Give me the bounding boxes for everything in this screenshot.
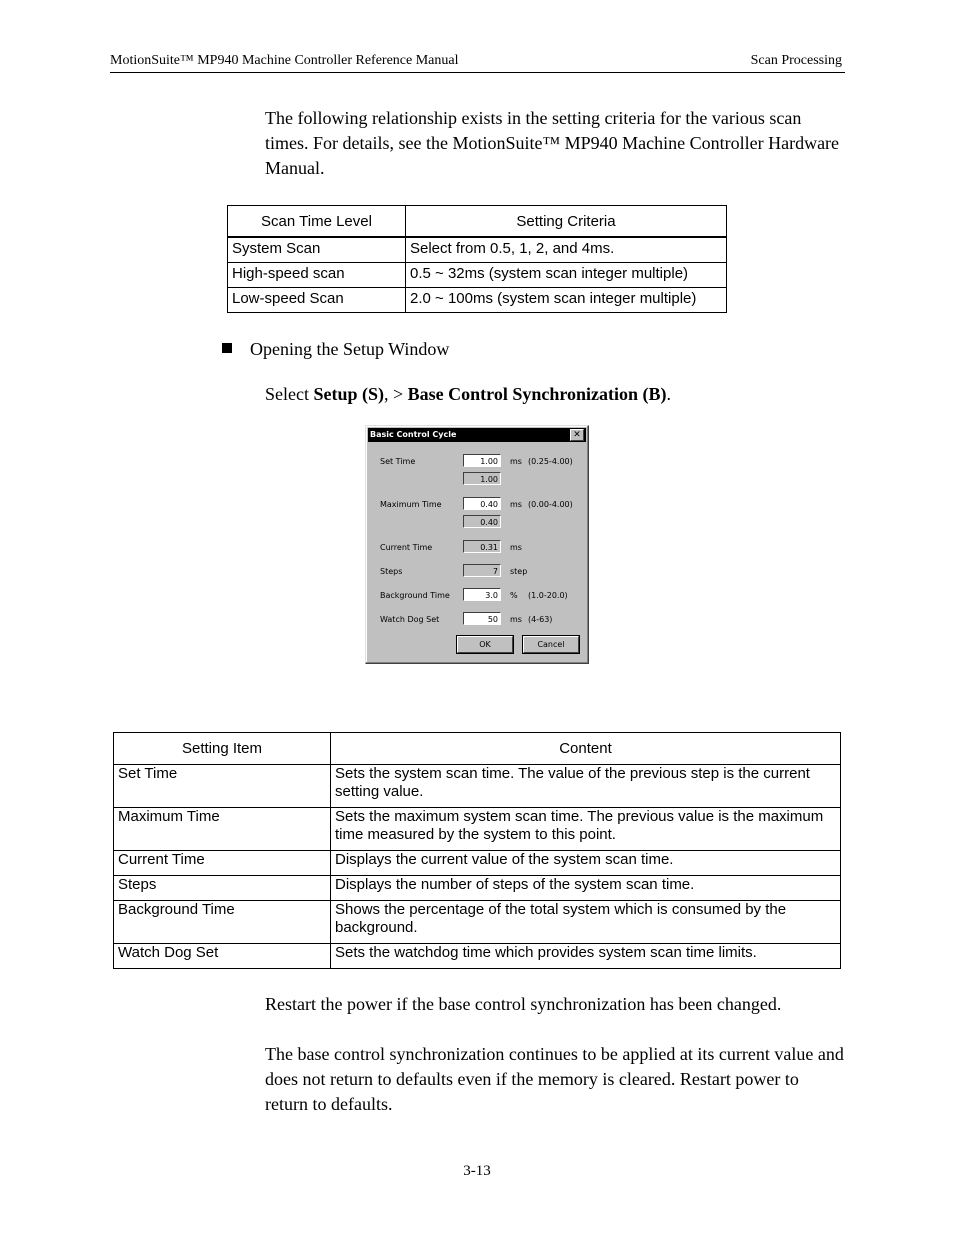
column-header: Scan Time Level: [228, 206, 406, 238]
basic-control-cycle-dialog: [365, 425, 589, 664]
table-cell: Shows the percentage of the total system which is consumed by the background.: [331, 901, 841, 944]
intro-paragraph: The following relationship exists in the setting criteria for the various scan times. For details, see the MotionSuite™ MP940 Machine Controller Hardware Manual.: [265, 108, 840, 178]
watchdog-input[interactable]: 50: [463, 612, 501, 625]
header-rule: [110, 72, 845, 73]
maximum-time-input[interactable]: 0.40: [463, 497, 501, 510]
table-cell: 2.0 ~ 100ms (system scan integer multiple): [406, 288, 727, 313]
table-row: [228, 288, 727, 313]
steps-unit: step: [510, 567, 528, 576]
setting-items-table: [113, 732, 841, 969]
ok-button[interactable]: OK: [457, 636, 513, 653]
set-time-input[interactable]: 1.00: [463, 454, 501, 467]
table-cell: 0.5 ~ 32ms (system scan integer multiple): [406, 263, 727, 288]
instruction-prefix: Select: [265, 384, 314, 404]
page-number: 3-13: [463, 1163, 491, 1179]
set-time-previous: 1.00: [463, 472, 501, 485]
column-header: Setting Item: [114, 733, 331, 765]
menu-base-control: Base Control Synchronization (B): [407, 384, 667, 404]
table-cell: Watch Dog Set: [114, 944, 331, 969]
table-cell: Select from 0.5, 1, 2, and 4ms.: [406, 237, 727, 263]
table-cell: Steps: [114, 876, 331, 901]
bullet-square-icon: [222, 343, 232, 353]
cancel-button[interactable]: Cancel: [523, 636, 579, 653]
table-cell: Background Time: [114, 901, 331, 944]
background-time-label: Background Time: [380, 591, 450, 600]
table-cell: Sets the maximum system scan time. The previous value is the maximum time measured by the system to this point.: [331, 808, 841, 851]
table-cell: Set Time: [114, 765, 331, 808]
background-time-unit: %: [510, 591, 518, 600]
table-row: [114, 851, 841, 876]
maximum-time-unit: ms: [510, 500, 522, 509]
steps-label: Steps: [380, 567, 403, 576]
dialog-title: Basic Control Cycle: [370, 430, 457, 439]
column-header: Setting Criteria: [406, 206, 727, 238]
table-cell: System Scan: [228, 237, 406, 263]
table-row: [114, 901, 841, 944]
set-time-label: Set Time: [380, 457, 416, 466]
scan-time-table: [227, 205, 727, 313]
table-row: [114, 808, 841, 851]
table-header-row: [228, 206, 727, 238]
table-cell: High-speed scan: [228, 263, 406, 288]
table-row: [114, 944, 841, 969]
table-cell: Displays the current value of the system scan time.: [331, 851, 841, 876]
column-header: Content: [331, 733, 841, 765]
maximum-time-label: Maximum Time: [380, 500, 442, 509]
set-time-unit: ms: [510, 457, 522, 466]
current-time-unit: ms: [510, 543, 522, 552]
table-row: [228, 237, 727, 263]
watchdog-range: (4-63): [528, 615, 553, 624]
instruction-separator: , >: [384, 384, 408, 404]
table-row: [114, 876, 841, 901]
background-time-range: (1.0-20.0): [528, 591, 568, 600]
table-cell: Sets the system scan time. The value of the previous step is the current setting value.: [331, 765, 841, 808]
table-cell: Maximum Time: [114, 808, 331, 851]
restart-note: Restart the power if the base control synchronization has been changed.: [265, 994, 782, 1014]
maximum-time-previous: 0.40: [463, 515, 501, 528]
background-time-input[interactable]: 3.0: [463, 588, 501, 601]
bullet-heading: Opening the Setup Window: [250, 339, 450, 359]
table-row: [228, 263, 727, 288]
table-cell: Current Time: [114, 851, 331, 876]
current-time-label: Current Time: [380, 543, 433, 552]
close-icon[interactable]: ✕: [570, 429, 584, 441]
table-row: [114, 765, 841, 808]
menu-setup: Setup (S): [313, 384, 384, 404]
defaults-note: The base control synchronization continues to be applied at its current value and does not return to defaults even if the memory is cleared. Restart power to return to defaults.: [265, 1044, 844, 1114]
watchdog-unit: ms: [510, 615, 522, 624]
table-cell: Low-speed Scan: [228, 288, 406, 313]
table-cell: Sets the watchdog time which provides system scan time limits.: [331, 944, 841, 969]
instruction-end: .: [666, 384, 672, 404]
manual-title: MotionSuite™ MP940 Machine Controller Reference Manual: [110, 53, 459, 68]
set-time-range: (0.25-4.00): [528, 457, 573, 466]
dialog-title-bar: [368, 428, 586, 442]
table-cell: Displays the number of steps of the system scan time.: [331, 876, 841, 901]
watchdog-label: Watch Dog Set: [380, 615, 440, 624]
steps-field: 7: [463, 564, 501, 577]
menu-instruction: [265, 382, 671, 407]
section-title: Scan Processing: [750, 53, 842, 68]
current-time-field: 0.31: [463, 540, 501, 553]
maximum-time-range: (0.00-4.00): [528, 500, 573, 509]
table-header-row: [114, 733, 841, 765]
